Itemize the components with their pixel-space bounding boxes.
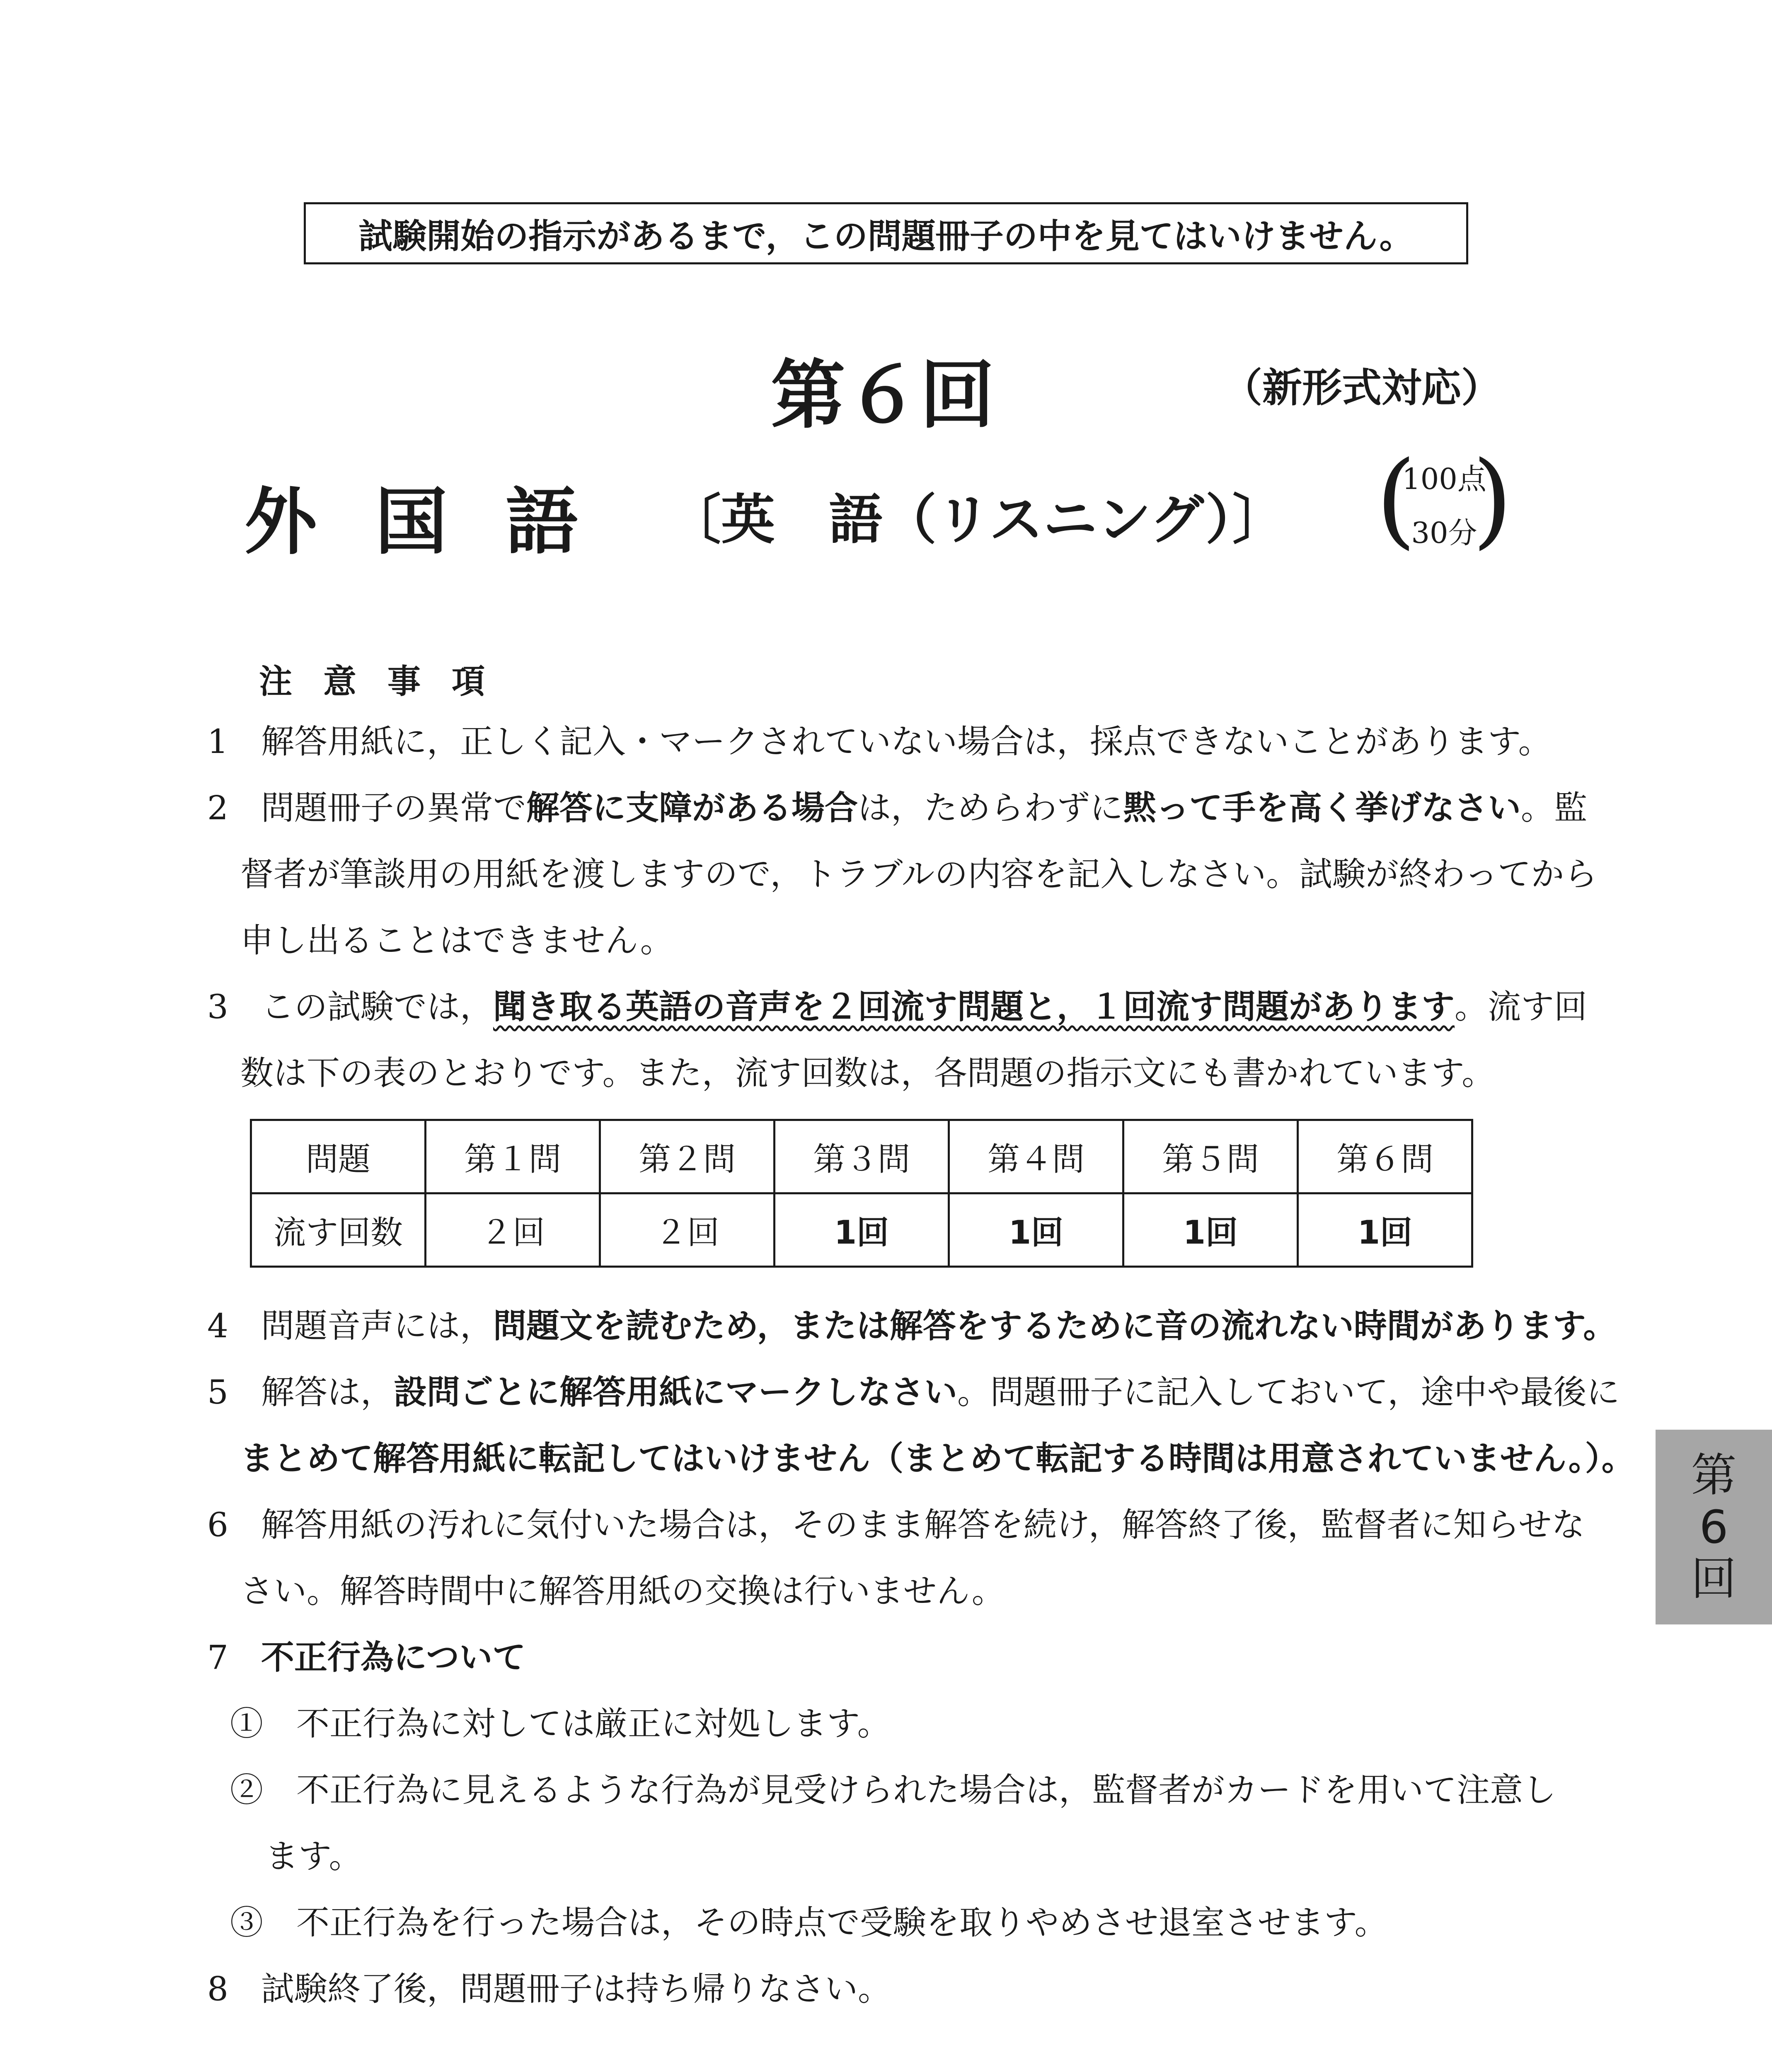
table-cell: 第４問 bbox=[949, 1120, 1123, 1193]
exam-start-notice: 試験開始の指示があるまで，この問題冊子の中を見てはいけません。 bbox=[304, 202, 1468, 264]
round-side-tab bbox=[1656, 1430, 1772, 1624]
table-cell: 問題 bbox=[251, 1120, 426, 1193]
instruction-emphasis: 解答に支障がある場合 bbox=[526, 789, 858, 827]
table-cell: 第３問 bbox=[775, 1120, 949, 1193]
instruction-number: 7 bbox=[207, 1638, 228, 1677]
instruction-emphasis: 黙って手を高く挙げなさい bbox=[1123, 789, 1521, 827]
instruction-8 bbox=[207, 1968, 891, 2010]
round-title: 第６回 bbox=[771, 352, 995, 439]
left-paren: ( bbox=[1376, 439, 1416, 559]
instruction-text: 解答用紙に，正しく記入・マークされていない場合は，採点できないことがあります。 bbox=[261, 722, 1552, 761]
notes-heading: 注意事項 bbox=[259, 662, 516, 701]
subject-title: 外国語 bbox=[244, 480, 636, 564]
instruction-text: この試験では， bbox=[261, 988, 493, 1026]
instruction-number: 2 bbox=[207, 789, 228, 827]
instruction-number: 3 bbox=[207, 988, 228, 1026]
instruction-7 bbox=[207, 1637, 525, 1678]
subject-subtitle: 〔英 語（リスニング）〕 bbox=[667, 488, 1286, 551]
instruction-2-line-3: 申し出ることはできません。 bbox=[240, 921, 673, 960]
format-note: （新形式対応） bbox=[1222, 365, 1501, 411]
instruction-number: 4 bbox=[207, 1307, 228, 1345]
table-cell: 第１問 bbox=[426, 1120, 600, 1193]
side-tab-char: 6 bbox=[1699, 1500, 1728, 1554]
table-cell: 1回 bbox=[775, 1193, 949, 1267]
instruction-3 bbox=[207, 986, 1587, 1028]
instruction-6-line-2: さい。解答時間中に解答用紙の交換は行いません。 bbox=[240, 1572, 1005, 1610]
instruction-6 bbox=[207, 1504, 1585, 1546]
instruction-5-line-2: まとめて解答用紙に転記してはいけません（まとめて転記する時間は用意されていません。）。 bbox=[240, 1439, 1635, 1478]
instruction-number: 5 bbox=[207, 1373, 228, 1411]
instruction-number: 8 bbox=[207, 1970, 228, 2008]
table-cell: 1回 bbox=[1298, 1193, 1472, 1267]
time-limit: 30分 bbox=[1411, 516, 1477, 550]
table-cell: 第２問 bbox=[600, 1120, 775, 1193]
side-tab-char: 回 bbox=[1691, 1552, 1737, 1605]
instruction-5 bbox=[207, 1372, 1619, 1413]
instruction-2-line-2: 督者が筆談用の用紙を渡しますので，トラブルの内容を記入しなさい。試験が終わってから bbox=[240, 855, 1598, 893]
table-cell: 1回 bbox=[1123, 1193, 1298, 1267]
instruction-7-sub-3: ③ 不正行為を行った場合は，その時点で受験を取りやめさせ退室させます。 bbox=[230, 1903, 1388, 1942]
instruction-7-sub-2-line-2: ます。 bbox=[265, 1837, 362, 1876]
table-cell: ２回 bbox=[600, 1193, 775, 1267]
instruction-3-line-2: 数は下の表のとおりです。また，流す回数は，各問題の指示文にも書かれています。 bbox=[240, 1054, 1495, 1092]
instruction-emphasis: 設問ごとに解答用紙にマークしなさい bbox=[394, 1373, 957, 1411]
instruction-text: 問題音声には， bbox=[261, 1307, 493, 1345]
table-cell: 第５問 bbox=[1123, 1120, 1298, 1193]
instruction-text: 。問題冊子に記入しておいて，途中や最後に bbox=[957, 1373, 1620, 1411]
table-cell: 1回 bbox=[949, 1193, 1123, 1267]
table-cell: 第６問 bbox=[1298, 1120, 1472, 1193]
instruction-text: は，ためらわずに bbox=[858, 789, 1123, 827]
table-header-row bbox=[251, 1120, 1472, 1193]
instruction-text: 解答は， bbox=[261, 1373, 394, 1411]
instruction-number: 1 bbox=[207, 722, 228, 761]
playback-count-table bbox=[250, 1119, 1473, 1268]
table-row bbox=[251, 1193, 1472, 1267]
score-time-box bbox=[1376, 439, 1513, 559]
side-tab-char: 第 bbox=[1691, 1448, 1737, 1502]
instruction-text: 試験終了後，問題冊子は持ち帰りなさい。 bbox=[261, 1970, 891, 2008]
total-points: 100点 bbox=[1402, 462, 1486, 496]
instruction-emphasis: 問題文を読むため，または解答をするために音の流れない時間があります。 bbox=[493, 1307, 1617, 1345]
instruction-text: 問題冊子の異常で bbox=[261, 789, 526, 827]
instruction-emphasis: 聞き取る英語の音声を２回流す問題と，１回流す問題があります bbox=[493, 988, 1455, 1026]
instruction-text: 。監 bbox=[1521, 789, 1587, 827]
instruction-7-sub-2: ② 不正行為に見えるような行為が見受けられた場合は，監督者がカードを用いて注意し bbox=[230, 1771, 1556, 1809]
instruction-text: 解答用紙の汚れに気付いた場合は，そのまま解答を続け，解答終了後，監督者に知らせな bbox=[261, 1506, 1585, 1544]
table-cell: 流す回数 bbox=[251, 1193, 426, 1267]
instruction-text: 。流す回 bbox=[1455, 988, 1587, 1026]
instruction-2 bbox=[207, 787, 1587, 829]
instruction-4 bbox=[207, 1305, 1616, 1347]
instruction-1 bbox=[207, 721, 1552, 762]
instruction-7-sub-1: ① 不正行為に対しては厳正に対処します。 bbox=[230, 1704, 891, 1743]
right-paren: ) bbox=[1472, 439, 1513, 559]
instruction-emphasis: 不正行為について bbox=[261, 1638, 526, 1677]
instruction-number: 6 bbox=[207, 1506, 228, 1544]
table-cell: ２回 bbox=[426, 1193, 600, 1267]
